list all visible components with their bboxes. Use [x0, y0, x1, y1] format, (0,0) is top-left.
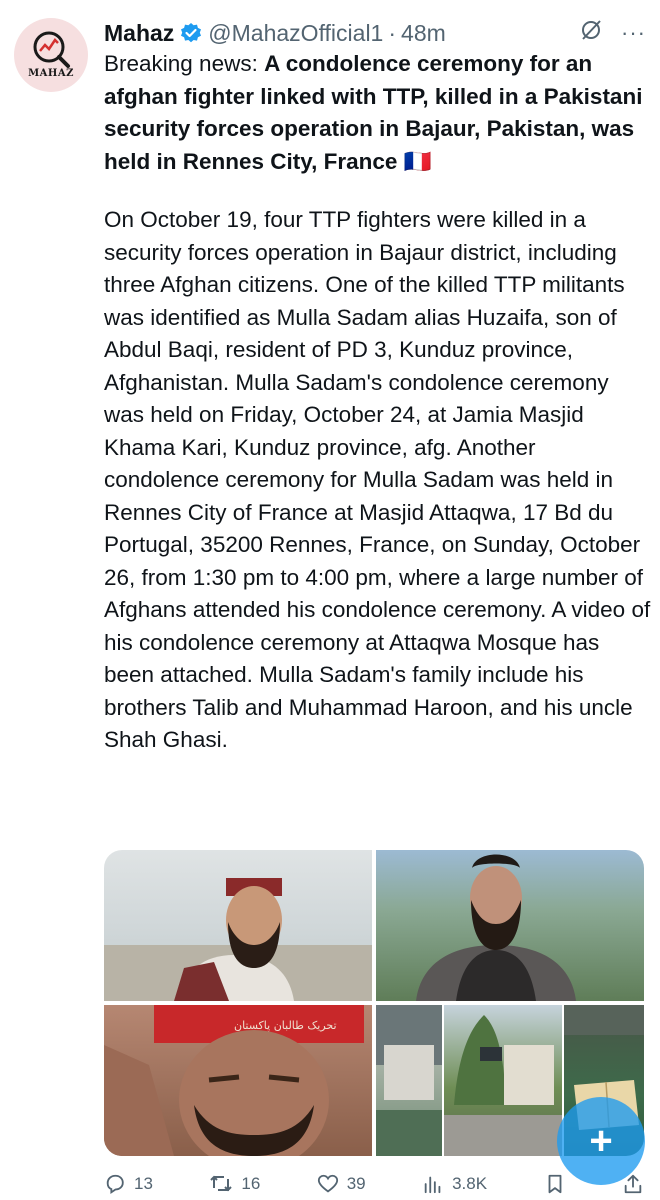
more-options-icon[interactable]: ···	[621, 19, 646, 45]
tweet-headline	[104, 48, 652, 178]
reply-count: 13	[134, 1174, 153, 1193]
repost-button[interactable]	[209, 1173, 260, 1195]
tweet-header	[104, 16, 646, 50]
avatar[interactable]	[14, 18, 88, 92]
bookmark-icon	[544, 1173, 566, 1195]
views-count: 3.8K	[452, 1174, 488, 1193]
tweet-text	[104, 48, 652, 783]
heart-icon	[317, 1173, 339, 1195]
photo-mosque-exterior[interactable]	[444, 1005, 562, 1156]
photo-man-scarf[interactable]	[104, 850, 372, 1001]
photo-mosque-interior[interactable]	[376, 1005, 442, 1156]
bookmark-button[interactable]	[544, 1173, 566, 1195]
handle[interactable]: @MahazOfficial1	[208, 19, 384, 46]
like-count: 39	[346, 1174, 366, 1193]
verified-badge-icon	[180, 22, 202, 44]
photo-man-vest[interactable]	[376, 850, 644, 1001]
photo-deceased[interactable]	[104, 1005, 372, 1156]
analytics-icon	[422, 1173, 444, 1195]
grok-icon[interactable]	[579, 18, 603, 47]
repost-icon	[209, 1173, 233, 1195]
tweet-actions	[104, 1168, 644, 1200]
reply-icon	[104, 1173, 126, 1195]
headline-bold: A condolence ceremony for an afghan fighter linked with TTP, killed in a Pakistani security forces operation in Bajaur, Pakistan, was held in Rennes City, France	[104, 51, 643, 174]
like-button[interactable]	[317, 1173, 366, 1195]
photo3-banner-text: تحریک طالبان پاکستان	[234, 1019, 337, 1032]
views-button[interactable]	[422, 1173, 487, 1195]
share-button[interactable]	[622, 1173, 644, 1195]
headline-prefix: Breaking news:	[104, 51, 265, 76]
header-actions	[579, 18, 646, 47]
avatar-logo-text: MAHAZ	[28, 68, 74, 79]
display-name[interactable]: Mahaz	[104, 19, 175, 46]
compose-button[interactable]: +	[557, 1097, 645, 1185]
separator: ·	[388, 19, 397, 46]
tweet-body: On October 19, four TTP fighters were killed in a security forces operation in Bajaur district, including three Afghan citizens. One of the killed TTP militants was identified as Mulla Sadam alias Huzaifa, son of Abdul Baqi, resident of PD 3, Kunduz province, Afghanistan. Mulla Sadam's condolence ceremony was held on Friday, October 24, at Jamia Masjid Khama Kari, Kunduz province, afg. Another condolence ceremony for Mulla Sadam was held in Rennes City of France at Masjid Attaqwa, 17 Bd du Portugal, 35200 Rennes, France, on Sunday, October 26, from 1:30 pm to 4:00 pm, where a large number of Afghans attended his condolence ceremony. A video of his condolence ceremony at Attaqwa Mosque has been attached. Mulla Sadam's family include his brothers Talib and Muhammad Haroon, and his uncle Shah Ghasi.	[104, 207, 651, 752]
reply-button[interactable]	[104, 1173, 153, 1195]
media-grid	[104, 850, 644, 1156]
france-flag-icon: 🇫🇷	[403, 148, 432, 174]
timestamp[interactable]: 48m	[401, 19, 446, 46]
mahaz-logo-icon	[14, 18, 88, 92]
share-icon	[622, 1173, 644, 1195]
repost-count: 16	[241, 1174, 261, 1193]
